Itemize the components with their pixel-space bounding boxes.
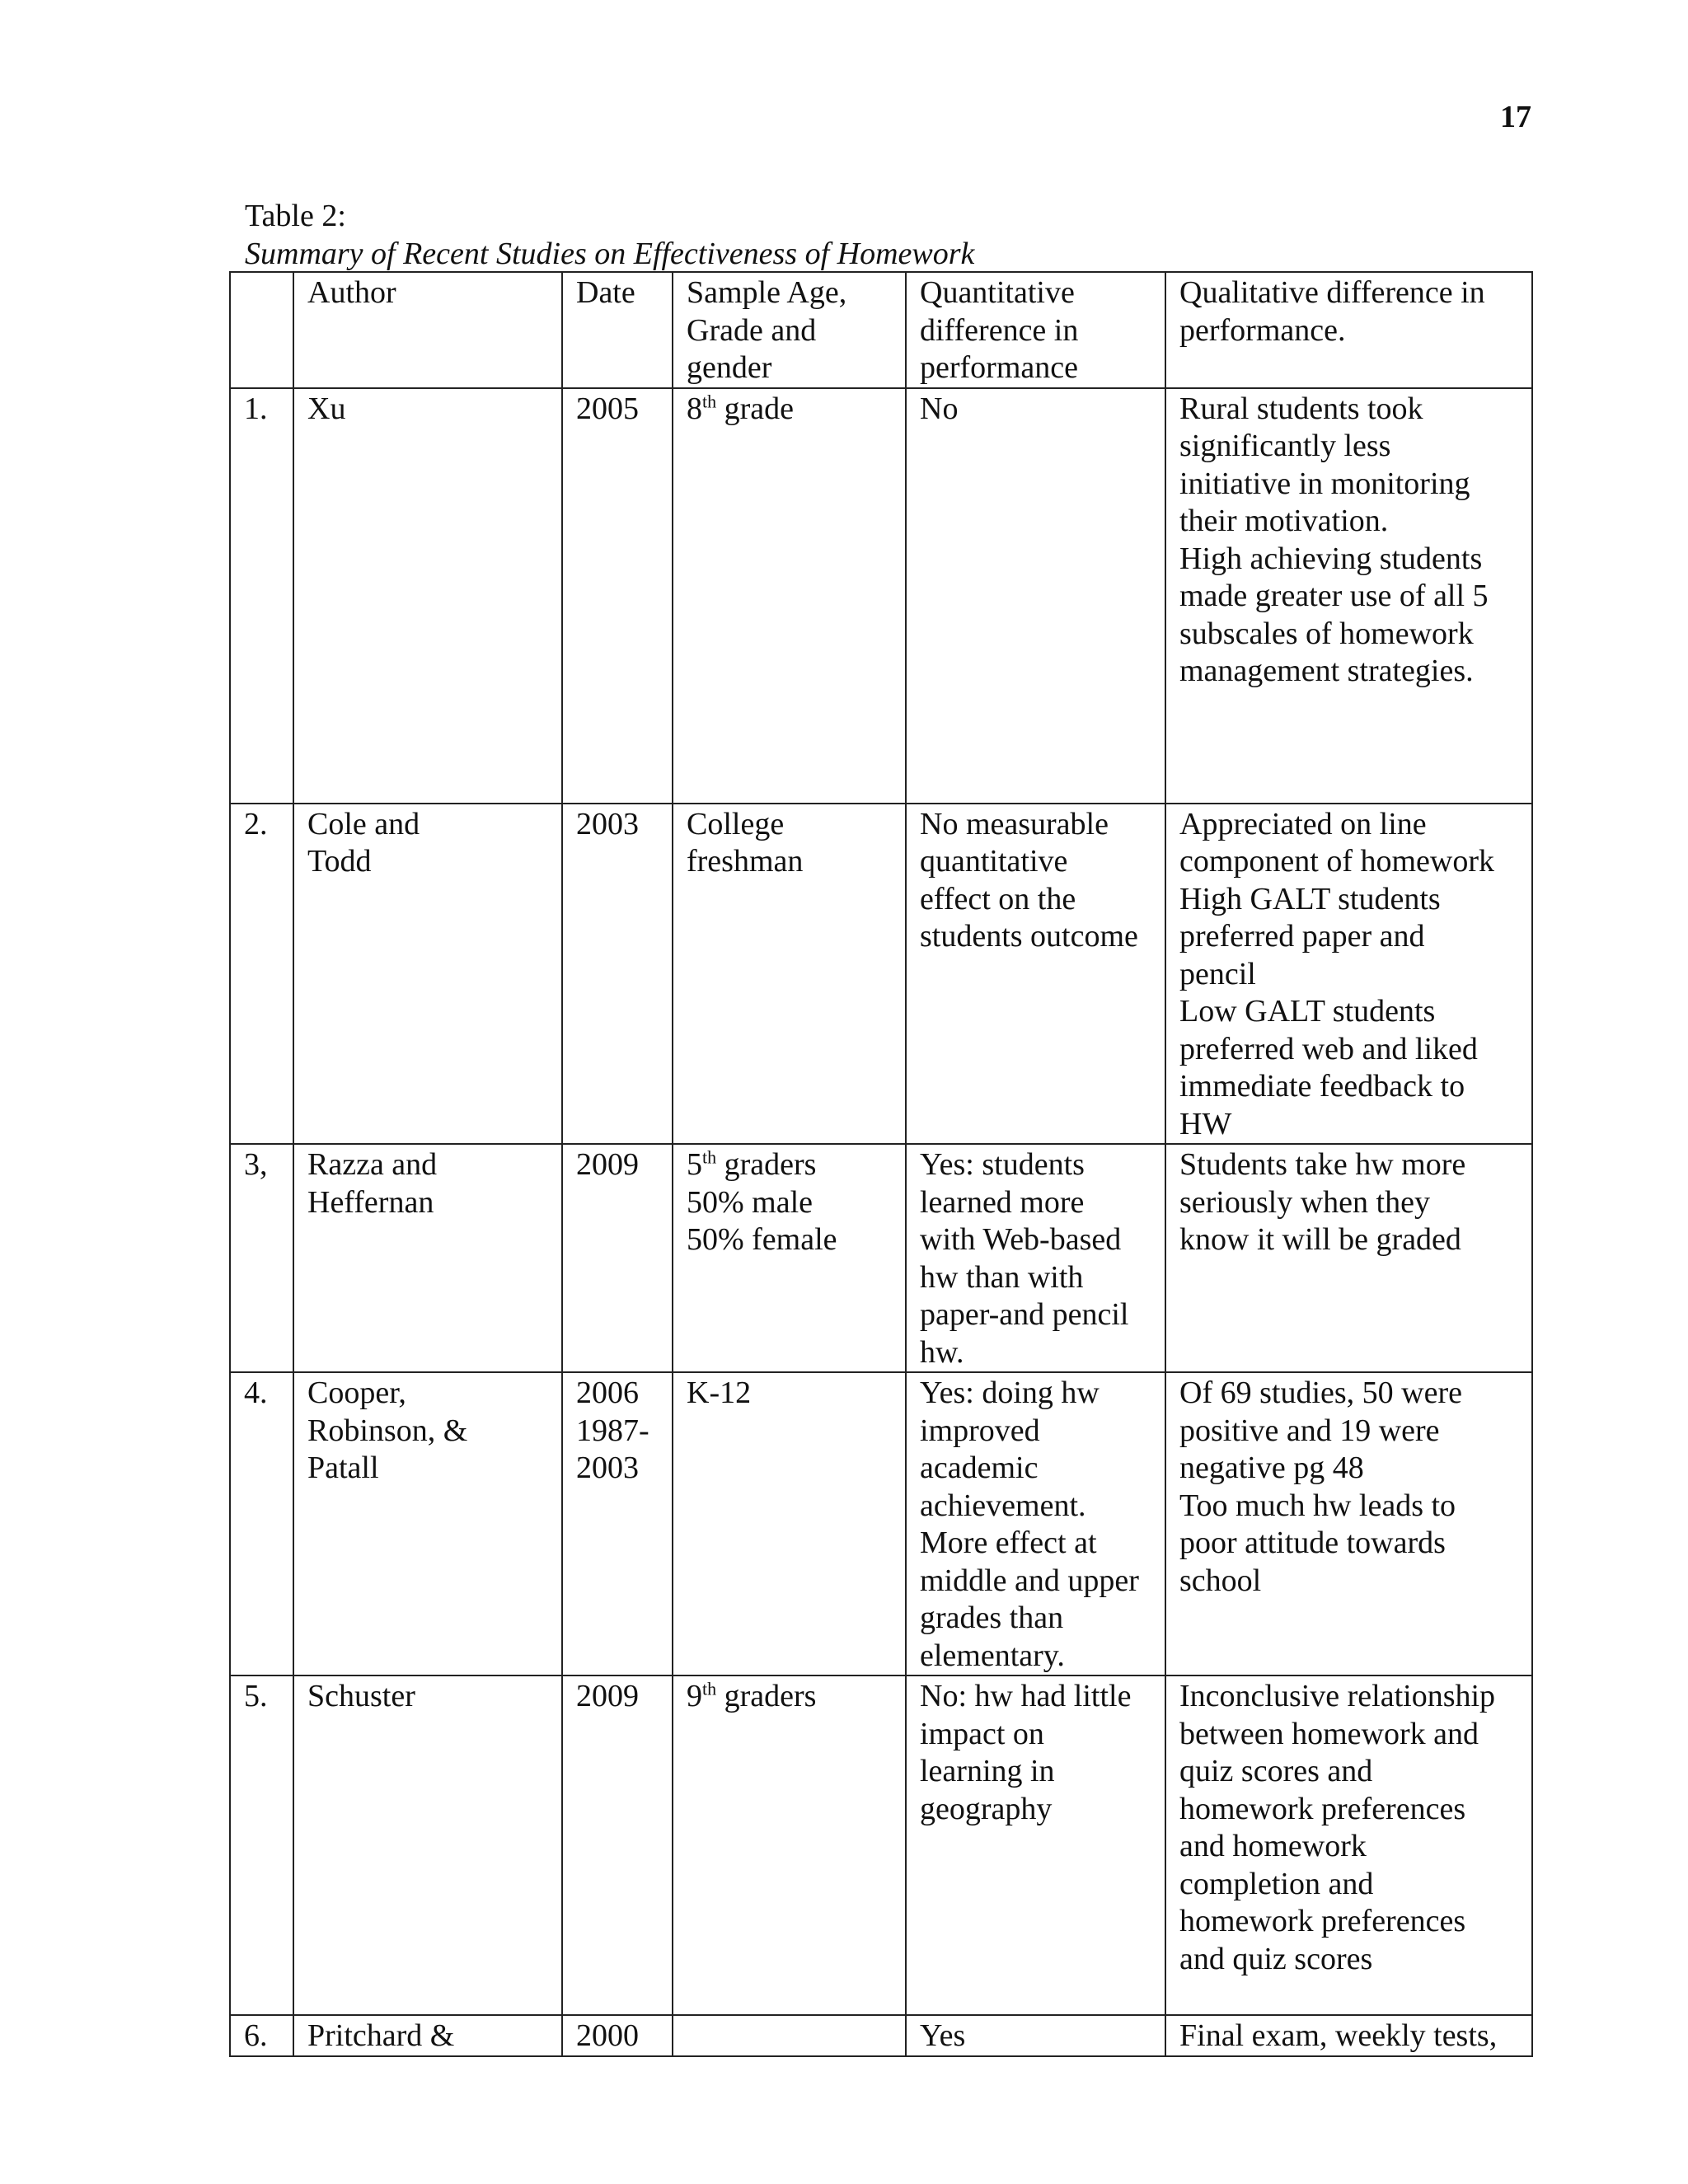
quantitative-line: No measurable: [920, 806, 1109, 841]
qualitative-line: homework preferences: [1179, 1904, 1466, 1938]
qualitative-line: preferred paper and: [1179, 919, 1425, 954]
qualitative-line: and homework: [1179, 1829, 1367, 1863]
grade-number: 9: [687, 1679, 702, 1713]
table-row: [230, 1144, 1532, 1372]
header-sample-line: Sample Age,: [687, 275, 847, 310]
quantitative-line: students outcome: [920, 919, 1138, 954]
table-caption-title: Table 2:: [245, 199, 346, 233]
header-quantitative-line: Quantitative: [920, 275, 1075, 310]
qualitative-line: negative pg 48: [1179, 1451, 1364, 1485]
quantitative-line: No: [920, 391, 959, 426]
table-row: [230, 388, 1532, 804]
sample-line: [687, 1678, 892, 1716]
quantitative-line: impact on: [920, 1716, 1044, 1751]
qualitative-cell: [1165, 1675, 1532, 2015]
grade-label: graders: [716, 1147, 817, 1182]
header-qualitative-cell: [1165, 272, 1532, 388]
qualitative-cell: [1165, 1372, 1532, 1675]
quantitative-line: Yes: [920, 2018, 966, 2053]
quantitative-line: More effect at: [920, 1526, 1097, 1560]
author-line: Patall: [307, 1451, 379, 1485]
qualitative-cell: [1165, 2015, 1532, 2056]
author-line: Cooper,: [307, 1376, 406, 1410]
table-header-row: [230, 272, 1532, 388]
header-sample-line: Grade and: [687, 312, 817, 348]
qualitative-line: Final exam, weekly tests,: [1179, 2018, 1498, 2053]
quantitative-cell: [906, 1675, 1165, 2015]
quantitative-line: hw than with: [920, 1259, 1084, 1295]
header-qualitative-line: performance.: [1179, 312, 1346, 348]
table-row: [230, 1372, 1532, 1675]
header-date-label: Date: [576, 275, 635, 310]
quantitative-line: middle and upper: [920, 1563, 1139, 1598]
quantitative-line: paper-and pencil: [920, 1297, 1129, 1332]
author-line: Cole and: [307, 806, 420, 841]
row-number: 6.: [244, 2018, 268, 2053]
sample-cell: [673, 2015, 906, 2056]
grade-number: 8: [687, 391, 702, 426]
qualitative-line: Appreciated on line: [1179, 806, 1427, 841]
table-row: [230, 2015, 1532, 2056]
qualitative-line: Rural students took: [1179, 391, 1423, 426]
sample-line: 50% female: [687, 1222, 837, 1257]
qualitative-line: immediate feedback to: [1179, 1069, 1465, 1104]
date-cell: [562, 1372, 673, 1675]
qualitative-line: their motivation.: [1179, 504, 1389, 538]
row-number-cell: [230, 1144, 293, 1372]
qualitative-line: homework preferences: [1179, 1791, 1466, 1826]
studies-table-body: [230, 272, 1532, 2056]
table-row: [230, 1675, 1532, 2015]
qualitative-cell: [1165, 804, 1532, 1145]
date-line: 2000: [576, 2018, 639, 2053]
header-qualitative-line: Qualitative difference in: [1179, 275, 1485, 310]
quantitative-line: effect on the: [920, 881, 1076, 916]
sample-cell: [673, 1144, 906, 1372]
qualitative-line: component of homework: [1179, 844, 1495, 879]
date-line: 1987-: [576, 1413, 649, 1448]
author-cell: [293, 1144, 562, 1372]
ordinal-suffix: th: [702, 390, 717, 411]
quantitative-cell: [906, 804, 1165, 1145]
ordinal-suffix: th: [702, 1146, 717, 1168]
row-number-cell: [230, 804, 293, 1145]
qualitative-line: quiz scores and: [1179, 1754, 1373, 1788]
sample-line: freshman: [687, 844, 804, 879]
header-sample-line: gender: [687, 350, 772, 385]
studies-table: [229, 271, 1533, 2057]
quantitative-line: quantitative: [920, 844, 1068, 879]
row-number: 5.: [244, 1679, 268, 1713]
qualitative-line: school: [1179, 1563, 1262, 1598]
qualitative-line: subscales of homework: [1179, 616, 1474, 651]
header-number-cell: [230, 272, 293, 388]
qualitative-line: made greater use of all 5: [1179, 579, 1489, 613]
qualitative-line: Inconclusive relationship: [1179, 1679, 1496, 1713]
qualitative-line: significantly less: [1179, 429, 1391, 463]
row-number: 1.: [244, 391, 268, 426]
row-number: 2.: [244, 806, 268, 841]
date-cell: [562, 2015, 673, 2056]
quantitative-cell: [906, 1372, 1165, 1675]
author-line: Xu: [307, 391, 346, 426]
qualitative-line: Of 69 studies, 50 were: [1179, 1376, 1462, 1410]
qualitative-line: pencil: [1179, 956, 1256, 991]
quantitative-cell: [906, 1144, 1165, 1372]
sample-cell: [673, 388, 906, 804]
row-number-cell: [230, 1372, 293, 1675]
date-line: 2005: [576, 391, 639, 426]
qualitative-line: initiative in monitoring: [1179, 466, 1470, 501]
quantitative-line: Yes: students: [920, 1147, 1085, 1182]
quantitative-line: learned more: [920, 1184, 1085, 1220]
quantitative-line: achievement.: [920, 1488, 1086, 1523]
qualitative-cell: [1165, 1144, 1532, 1372]
qualitative-line: seriously when they: [1179, 1184, 1430, 1220]
quantitative-line: hw.: [920, 1334, 964, 1370]
sample-line: 50% male: [687, 1184, 814, 1220]
author-cell: [293, 804, 562, 1145]
qualitative-cell: [1165, 388, 1532, 804]
qualitative-line: completion and: [1179, 1866, 1374, 1901]
author-line: Robinson, &: [307, 1413, 468, 1448]
quantitative-line: geography: [920, 1791, 1053, 1826]
qualitative-line: Low GALT students: [1179, 994, 1436, 1029]
page-number: 17: [1500, 100, 1531, 134]
date-cell: [562, 388, 673, 804]
quantitative-line: grades than: [920, 1601, 1064, 1635]
quantitative-line: with Web-based: [920, 1222, 1122, 1257]
sample-line: [687, 391, 892, 429]
author-cell: [293, 2015, 562, 2056]
sample-cell: [673, 1372, 906, 1675]
header-quantitative-cell: [906, 272, 1165, 388]
qualitative-line: preferred web and liked: [1179, 1031, 1478, 1066]
date-cell: [562, 804, 673, 1145]
header-quantitative-line: performance: [920, 350, 1078, 385]
sample-line: [687, 1146, 892, 1184]
author-line: Schuster: [307, 1679, 415, 1713]
qualitative-line: and quiz scores: [1179, 1941, 1373, 1976]
quantitative-line: improved: [920, 1413, 1040, 1448]
qualitative-line: High GALT students: [1179, 881, 1441, 916]
quantitative-line: Yes: doing hw: [920, 1376, 1100, 1410]
author-line: Heffernan: [307, 1184, 434, 1220]
grade-label: graders: [716, 1679, 817, 1713]
author-cell: [293, 1372, 562, 1675]
author-line: Razza and: [307, 1147, 438, 1182]
quantitative-line: No: hw had little: [920, 1679, 1132, 1713]
quantitative-cell: [906, 388, 1165, 804]
author-line: Pritchard &: [307, 2018, 455, 2053]
sample-cell: [673, 1675, 906, 2015]
author-line: Todd: [307, 844, 372, 879]
sample-line: K-12: [687, 1376, 752, 1410]
header-author-cell: [293, 272, 562, 388]
author-cell: [293, 1675, 562, 2015]
date-line: 2009: [576, 1679, 639, 1713]
header-sample-cell: [673, 272, 906, 388]
quantitative-line: learning in: [920, 1754, 1055, 1788]
grade-number: 5: [687, 1147, 702, 1182]
qualitative-line: HW: [1179, 1106, 1232, 1141]
row-number-cell: [230, 388, 293, 804]
sample-cell: [673, 804, 906, 1145]
qualitative-line: High achieving students: [1179, 541, 1483, 576]
row-number-cell: [230, 2015, 293, 2056]
date-line: 2003: [576, 806, 639, 841]
date-line: 2003: [576, 1451, 639, 1485]
date-cell: [562, 1675, 673, 2015]
qualitative-line: Students take hw more: [1179, 1147, 1466, 1182]
qualitative-line: know it will be graded: [1179, 1222, 1461, 1257]
author-cell: [293, 388, 562, 804]
sample-line: College: [687, 806, 785, 841]
grade-label: grade: [716, 391, 795, 426]
date-line: 2006: [576, 1376, 639, 1410]
row-number: 4.: [244, 1376, 268, 1410]
header-quantitative-line: difference in: [920, 312, 1079, 348]
qualitative-line: positive and 19 were: [1179, 1413, 1440, 1448]
date-cell: [562, 1144, 673, 1372]
quantitative-cell: [906, 2015, 1165, 2056]
table-row: [230, 804, 1532, 1145]
row-number-cell: [230, 1675, 293, 2015]
qualitative-line: between homework and: [1179, 1716, 1479, 1751]
header-date-cell: [562, 272, 673, 388]
ordinal-suffix: th: [702, 1678, 717, 1699]
qualitative-line: management strategies.: [1179, 654, 1474, 688]
qualitative-line: Too much hw leads to: [1179, 1488, 1456, 1523]
header-author-label: Author: [307, 275, 396, 310]
date-line: 2009: [576, 1147, 639, 1182]
table-caption-subtitle: Summary of Recent Studies on Effectiveness of Homework: [245, 237, 975, 271]
qualitative-line: poor attitude towards: [1179, 1526, 1446, 1560]
row-number: 3,: [244, 1147, 268, 1182]
quantitative-line: elementary.: [920, 1638, 1065, 1673]
quantitative-line: academic: [920, 1451, 1039, 1485]
